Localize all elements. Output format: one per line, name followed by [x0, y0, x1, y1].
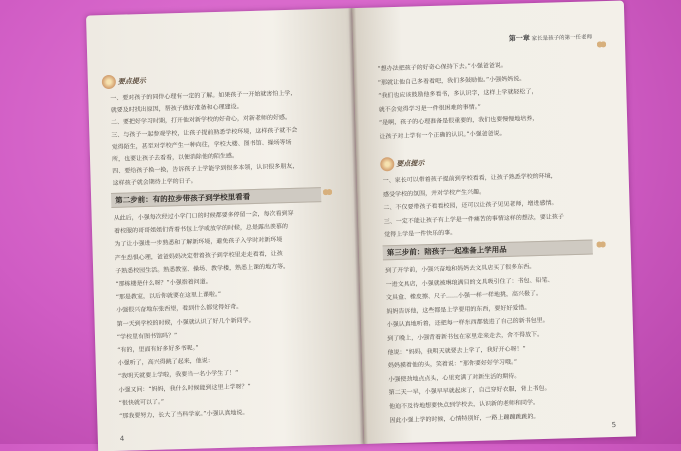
text-line: 二、要把好学习时期，打开他对新学校的好奇心，对新老师的好感。 — [110, 114, 292, 127]
text-line: “有的，里面有好多好多书呢。” — [117, 344, 199, 354]
text-line: 小强使劲地点点头，心里充满了对新生活的期待。 — [388, 372, 521, 384]
left-page — [86, 8, 364, 451]
text-line: 三、一定不能让孩子有上学是一件痛苦的事情这样的想法，要让孩子 — [383, 212, 564, 225]
text-line: “想办法把孩子的好奇心保持下去。”小强爸爸说。 — [377, 61, 507, 73]
flower-icon — [102, 75, 116, 89]
text-line: 文具盒、橡皮擦、尺子……小强一样一样地挑，高兴极了。 — [385, 290, 543, 302]
left-tip-heading — [102, 74, 146, 89]
text-line: 产生恐惧心理，爸爸妈妈决定带着孩子到学校里走走看看，让孩 — [114, 249, 283, 262]
text-line: 小强又问：“妈妈，我什么时候能到这里上学呀？” — [118, 382, 251, 394]
butterfly-icon — [323, 189, 332, 197]
text-line: 到了开学前，小强兴奋地和妈妈去文具店买了很多东西。 — [385, 263, 536, 275]
text-line: 第二天一早，小强早早就起床了，自己穿好衣服，背上书包。 — [388, 385, 551, 397]
text-line: 觉得陌生，甚至对学校产生一种向往，学校大楼、图书馆、操场等场 — [111, 138, 292, 151]
flower-icon — [380, 157, 394, 171]
text-line: 三、与孩子一起参观学校，让孩子提前熟悉学校环境，这样孩子就不会 — [111, 126, 298, 139]
text-line: 小强很兴奋地东张西望，看到什么都觉得好奇。 — [116, 303, 243, 315]
text-line: 着校服的哥哥姐姐们背着书包上学或放学的时候，总是露出羡慕的 — [113, 223, 289, 236]
butterfly-icon — [597, 41, 606, 49]
text-line: “那是教室，以后你就要在这里上课啦。” — [115, 291, 222, 302]
text-line: “很快就可以了。” — [118, 398, 165, 407]
right-page — [352, 1, 636, 444]
text-line: 妈妈告诉他，这些都是上学要用的东西，要好好爱惜。 — [386, 304, 531, 316]
text-line: 他迫不及待地想要快点到学校去，认识新的老师和同学。 — [388, 399, 540, 411]
text-line: 感受学校的氛围，并对学校产生兴趣。 — [383, 188, 486, 198]
chapter-header — [509, 31, 593, 43]
text-line: “那就让他自己多看看吧，我们多鼓励他。”小强妈妈说。 — [377, 74, 526, 86]
right-tip-label: 要点提示 — [396, 159, 425, 168]
text-line: 第一天到学校的时候，小强就认识了好几个新同学。 — [116, 316, 255, 328]
text-line: 到了晚上，小强背着新书包在家里走来走去，舍不得放下。 — [387, 330, 544, 343]
text-line: 这样孩子就会期待上学的日子。 — [112, 177, 197, 188]
text-line: “那栋楼是什么呀？”小强指着问道。 — [115, 278, 212, 288]
left-page-number: 4 — [119, 434, 125, 443]
text-line: 二、不仅要带孩子看看校园，还可以让孩子见见老师，增进感情。 — [383, 199, 558, 212]
chapter-subtitle: 家长是孩子的第一任老师 — [531, 34, 593, 43]
text-line: 觉得上学是一件快乐的事。 — [384, 229, 457, 239]
text-line: 一、要对孩子的同伴心理有一定的了解。如果孩子一开始就害怕上学， — [110, 89, 297, 102]
butterfly-icon — [597, 241, 606, 249]
text-line: 小强认真地听着，还把每一样东西都装进了自己的新书包里。 — [386, 317, 549, 329]
text-line: “那我要努力，长大了当科学家。”小强认真地说。 — [119, 409, 249, 420]
text-line: 就要及时找出原因，帮孩子做好准备和心理建设。 — [110, 103, 243, 115]
text-line: 所，也要让孩子去看看，以便消除他的陌生感。 — [111, 152, 239, 163]
text-line: 四、要给孩子换一换，告诉孩子上学能学到很多本领，认识很多朋友， — [112, 162, 299, 176]
right-tip-heading — [380, 156, 424, 171]
text-line: “我明天就要上学啦，我要当一名小学生了！” — [118, 369, 239, 381]
text-line: 因此小强上学的时候，心情特别好，一路上蹦蹦跳跳的。 — [389, 412, 540, 424]
text-line: 子熟悉校园生活。熟悉教室、操场、教学楼，熟悉上课的地方等。 — [115, 262, 290, 275]
text-line: 一进文具店，小强就被琳琅满目的文具吸引住了：书包、铅笔、 — [385, 276, 554, 288]
left-tip-label: 要点提示 — [117, 76, 146, 86]
text-line: “是啊，孩子的心理准备是很重要的，我们也要慢慢地培养， — [379, 115, 539, 127]
text-line: 就不会觉得学习是一件很困难的事情。” — [378, 103, 481, 113]
text-line: 为了让小强进一步熟悉和了解新环境，避免孩子入学时对新环境 — [114, 236, 283, 249]
text-line: 从此后，小强每次经过小学门口的时候都要多停留一会，每次看到穿 — [113, 209, 294, 222]
right-section-title: 第三步前：陪孩子一起准备上学用品 — [386, 244, 507, 258]
text-line: 让孩子对上学有一个正确的认识。”小强爸爸说。 — [379, 129, 506, 140]
right-page-number: 5 — [611, 420, 617, 430]
text-line: “我们也应该鼓励他多看书，多认识字，这样上学就轻松了， — [378, 88, 538, 100]
left-section-title: 第二步前：有的拉步带孩子到学校里看看 — [115, 192, 251, 205]
text-line: 妈妈摸着他的头，笑着说：“那你要好好学习哦。” — [387, 358, 518, 370]
open-book — [86, 1, 636, 451]
text-line: “学校里有图书馆吗？” — [116, 331, 178, 341]
chapter-label: 第一章 — [508, 34, 530, 43]
text-line: 小强听了，高兴得跳了起来，他说： — [117, 357, 214, 368]
text-line: 他说：“妈妈，我明天就要去上学了，我好开心呀！” — [387, 345, 526, 356]
text-line: 一、家长可以带着孩子提前到学校看看，让孩子熟悉学校的环境， — [382, 172, 557, 185]
